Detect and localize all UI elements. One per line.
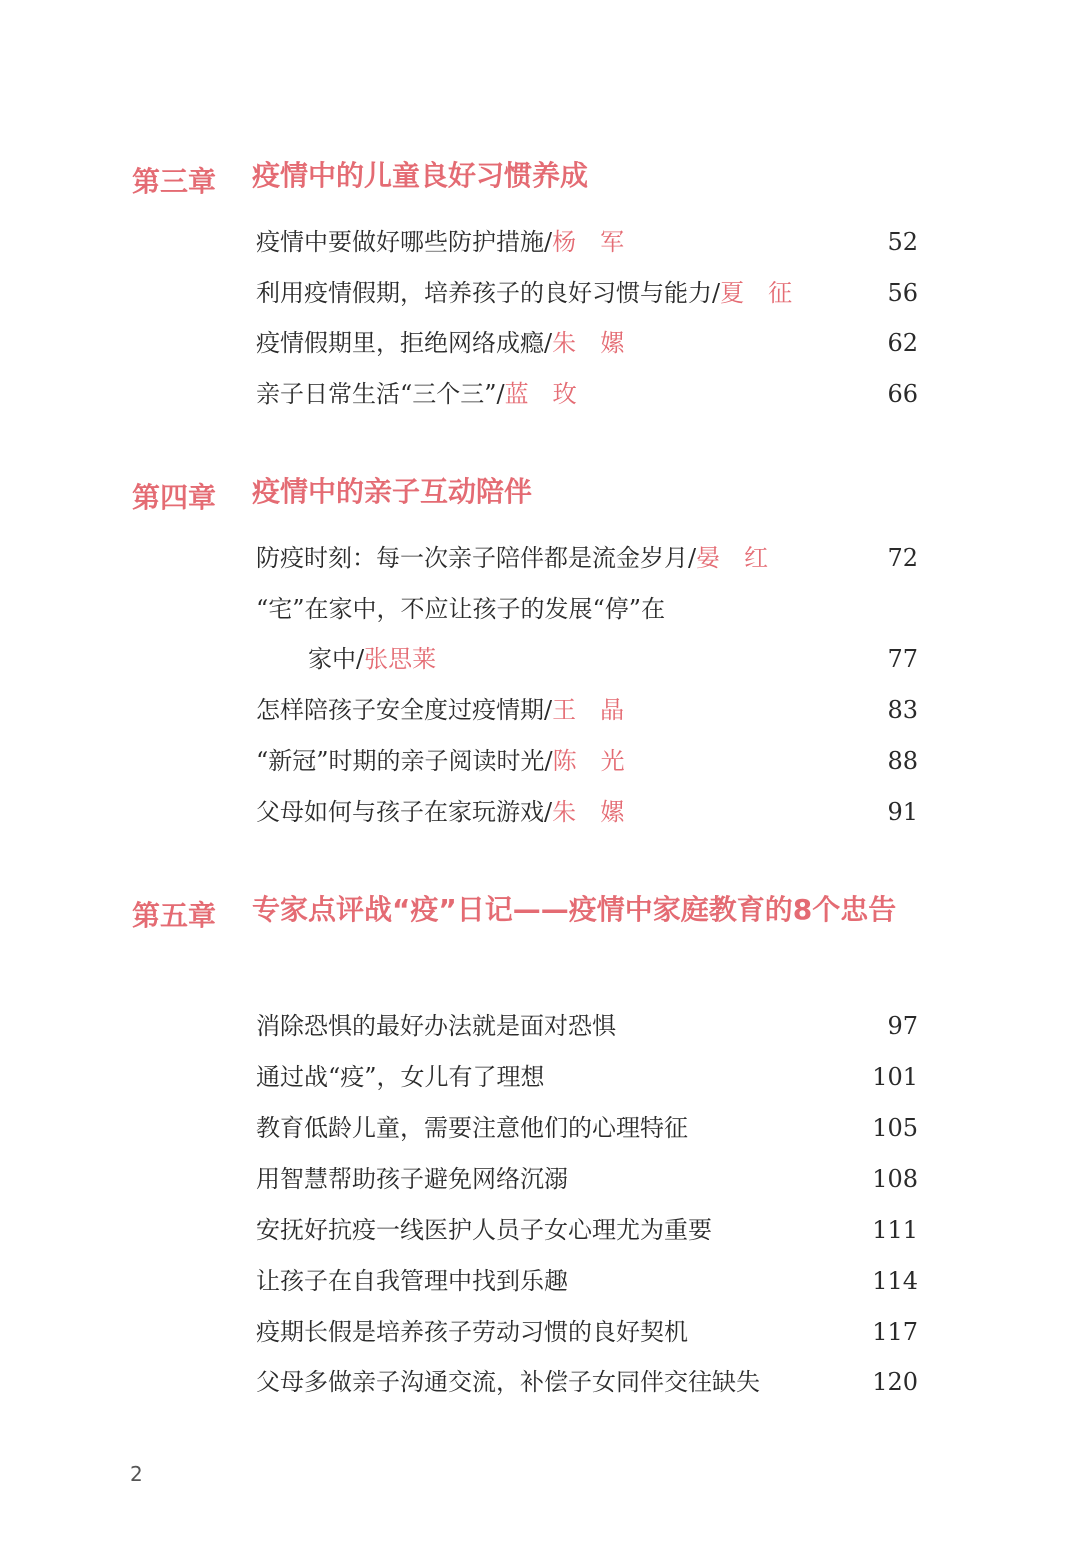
chapter-title: 专家点评战“疫”日记——疫情中家庭教育的8个忠告 xyxy=(252,893,897,926)
entry-author: 朱 嫘 xyxy=(552,329,625,357)
entry-title: 消除恐惧的最好办法就是面对恐惧 xyxy=(256,1012,616,1040)
chapter-number: 第五章 xyxy=(132,899,217,932)
toc-entry-continued[interactable] xyxy=(256,639,918,679)
entry-page: 56 xyxy=(887,279,918,307)
toc-entry[interactable] xyxy=(256,323,918,363)
entry-page: 62 xyxy=(887,329,918,357)
entry-page: 91 xyxy=(887,798,918,826)
toc-entry[interactable] xyxy=(256,1210,918,1250)
entry-author: 蓝 玫 xyxy=(504,380,577,408)
entry-title: 父母如何与孩子在家玩游戏 xyxy=(256,798,544,826)
entry-title: 用智慧帮助孩子避免网络沉溺 xyxy=(256,1165,568,1193)
entry-title: 父母多做亲子沟通交流，补偿子女同伴交往缺失 xyxy=(256,1368,760,1396)
entry-author: 张思莱 xyxy=(364,645,437,673)
entry-separator: / xyxy=(356,645,365,673)
entry-page: 114 xyxy=(872,1267,918,1295)
entry-separator: / xyxy=(544,696,553,724)
toc-entry[interactable] xyxy=(256,792,918,832)
entry-title: 通过战“疫”，女儿有了理想 xyxy=(256,1063,545,1091)
entry-author: 陈 光 xyxy=(552,747,625,775)
entry-page: 108 xyxy=(872,1165,918,1193)
entry-author: 杨 军 xyxy=(552,228,625,256)
entry-author: 夏 征 xyxy=(720,279,793,307)
entry-page: 83 xyxy=(887,696,918,724)
toc-entry[interactable] xyxy=(256,741,918,781)
entry-page: 105 xyxy=(872,1114,918,1142)
toc-entry[interactable] xyxy=(256,1057,918,1097)
toc-entry[interactable] xyxy=(256,589,918,629)
entry-separator: / xyxy=(544,228,553,256)
entry-title: 防疫时刻：每一次亲子陪伴都是流金岁月 xyxy=(256,544,688,572)
entry-title: 家中 xyxy=(308,645,356,673)
entry-title: 怎样陪孩子安全度过疫情期 xyxy=(256,696,544,724)
entry-separator: / xyxy=(712,279,721,307)
entry-separator: / xyxy=(544,329,553,357)
entry-title: 亲子日常生活“三个三” xyxy=(256,380,497,408)
entry-title: “新冠”时期的亲子阅读时光 xyxy=(256,747,545,775)
chapter-title: 疫情中的亲子互动陪伴 xyxy=(252,475,533,508)
toc-entry[interactable] xyxy=(256,1362,918,1402)
entry-title: 疫期长假是培养孩子劳动习惯的良好契机 xyxy=(256,1318,688,1346)
entry-separator: / xyxy=(688,544,697,572)
entry-page: 66 xyxy=(887,380,918,408)
toc-entry[interactable] xyxy=(256,374,918,414)
toc-entry[interactable] xyxy=(256,1159,918,1199)
entry-page: 120 xyxy=(872,1368,918,1396)
entry-page: 117 xyxy=(872,1318,918,1346)
toc-entry[interactable] xyxy=(256,273,918,313)
entry-author: 晏 红 xyxy=(696,544,769,572)
entry-page: 97 xyxy=(887,1012,918,1040)
entry-page: 101 xyxy=(872,1063,918,1091)
toc-entry[interactable] xyxy=(256,1108,918,1148)
entry-title: “宅”在家中，不应让孩子的发展“停”在 xyxy=(256,595,666,623)
toc-entry[interactable] xyxy=(256,222,918,262)
entry-separator: / xyxy=(544,747,553,775)
chapter-number: 第四章 xyxy=(132,481,217,514)
entry-title: 安抚好抗疫一线医护人员子女心理尤为重要 xyxy=(256,1216,712,1244)
entry-separator: / xyxy=(496,380,505,408)
toc-entry[interactable] xyxy=(256,1312,918,1352)
entry-page: 77 xyxy=(887,645,918,673)
chapter-number: 第三章 xyxy=(132,165,217,198)
entry-title: 让孩子在自我管理中找到乐趣 xyxy=(256,1267,568,1295)
entry-page: 88 xyxy=(887,747,918,775)
toc-entry[interactable] xyxy=(256,1261,918,1301)
toc-entry[interactable] xyxy=(256,538,918,578)
chapter-title: 疫情中的儿童良好习惯养成 xyxy=(252,159,589,192)
entry-separator: / xyxy=(544,798,553,826)
entry-page: 72 xyxy=(887,544,918,572)
toc-entry[interactable] xyxy=(256,1006,918,1046)
entry-title: 疫情中要做好哪些防护措施 xyxy=(256,228,544,256)
entry-author: 朱 嫘 xyxy=(552,798,625,826)
entry-page: 111 xyxy=(872,1216,918,1244)
entry-title: 教育低龄儿童，需要注意他们的心理特征 xyxy=(256,1114,688,1142)
page-number: 2 xyxy=(130,1462,143,1486)
entry-title: 利用疫情假期，培养孩子的良好习惯与能力 xyxy=(256,279,712,307)
entry-title: 疫情假期里，拒绝网络成瘾 xyxy=(256,329,544,357)
entry-page: 52 xyxy=(887,228,918,256)
toc-entry[interactable] xyxy=(256,690,918,730)
entry-author: 王 晶 xyxy=(552,696,625,724)
